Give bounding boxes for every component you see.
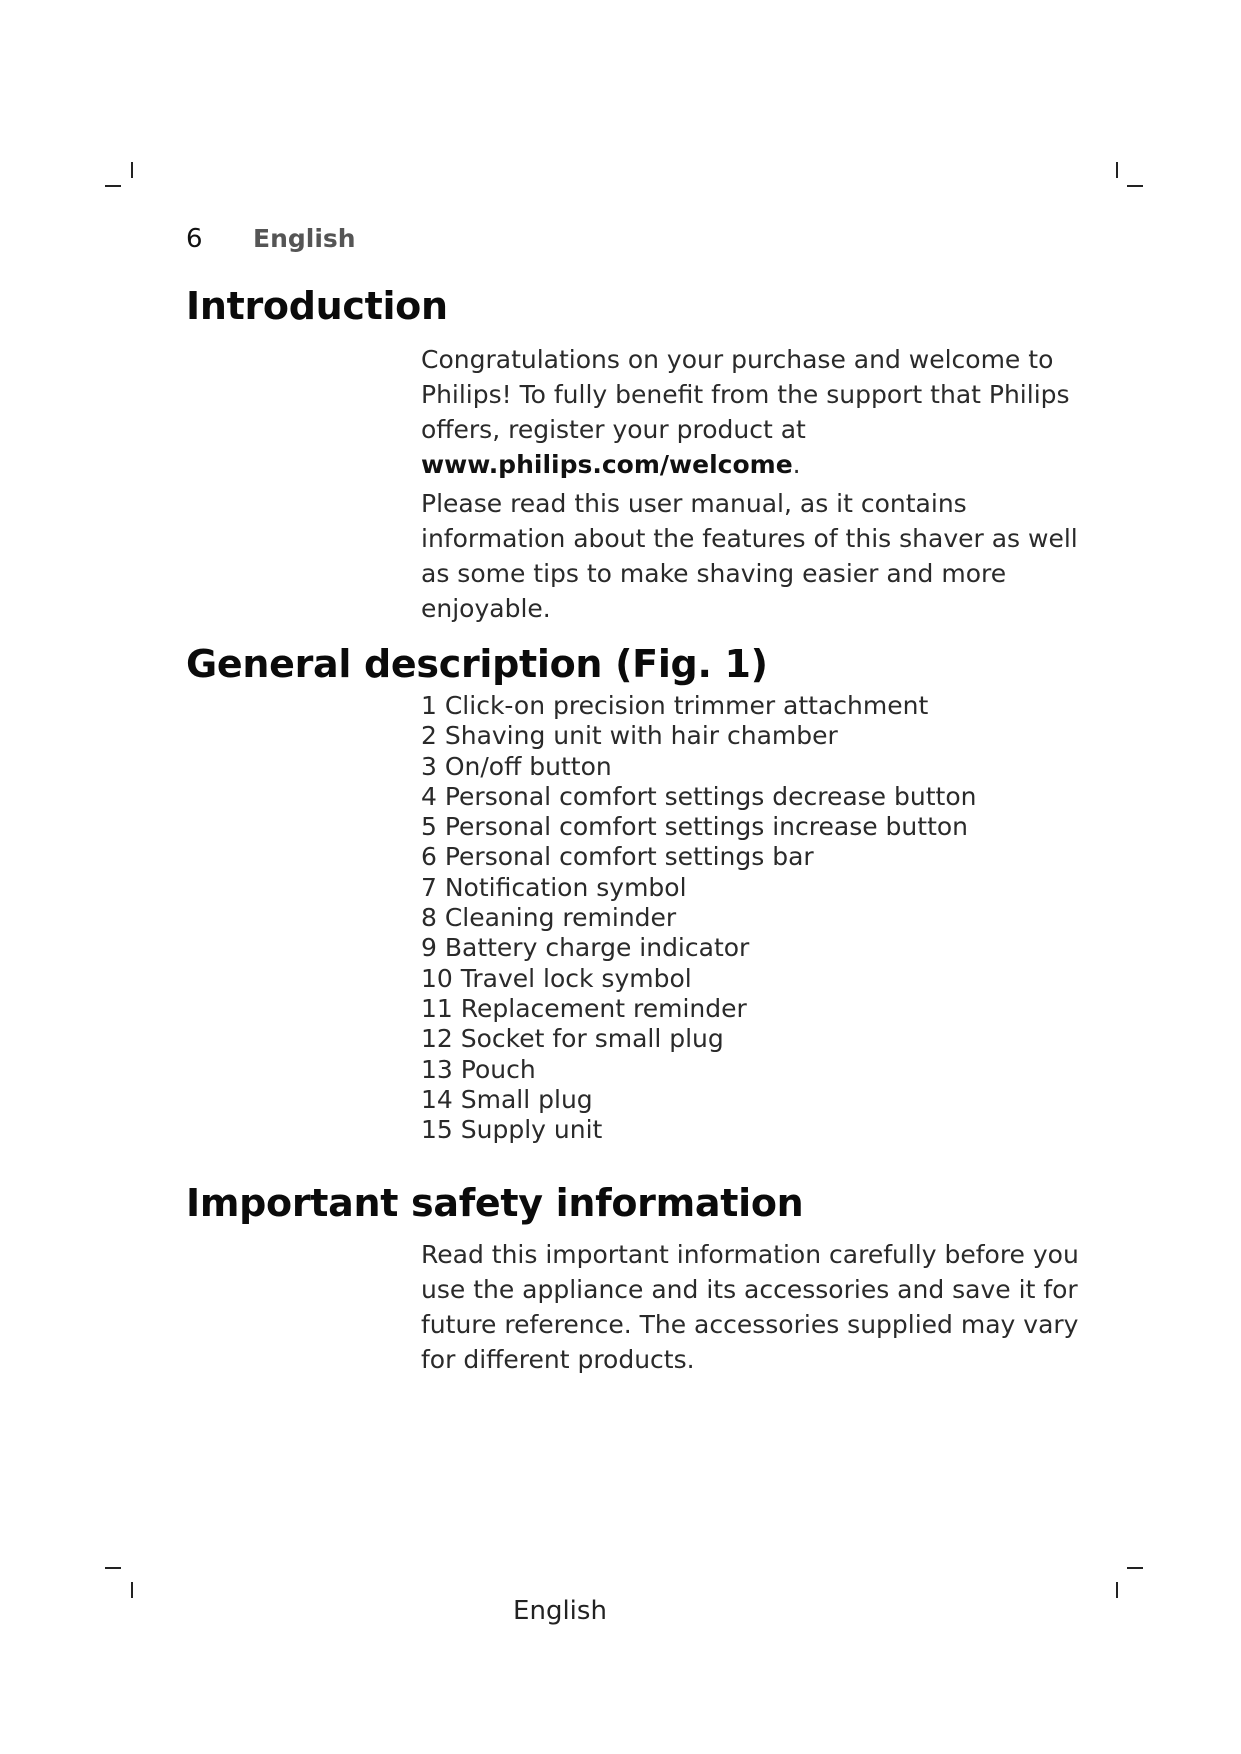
crop-mark-bottom-right-h xyxy=(1127,1567,1143,1569)
list-item: 14 Small plug xyxy=(421,1084,593,1114)
crop-mark-top-left-v xyxy=(131,162,133,178)
introduction-paragraph-2: Please read this user manual, as it contains information about the features of this shaver as well as some tips to make shaving easier and more enjoyable. xyxy=(421,489,1078,623)
list-item: 12 Socket for small plug xyxy=(421,1024,724,1054)
list-item: 15 Supply unit xyxy=(421,1115,603,1145)
list-item: 4 Personal comfort settings decrease button xyxy=(421,781,977,811)
introduction-heading: Introduction xyxy=(186,284,448,328)
list-item: 9 Battery charge indicator xyxy=(421,933,750,963)
general-description-body xyxy=(421,691,1081,1145)
parts-list xyxy=(421,691,1081,1145)
list-item: 2 Shaving unit with hair chamber xyxy=(421,721,838,751)
footer-language: English xyxy=(513,1596,607,1626)
introduction-period: . xyxy=(792,450,801,479)
list-item: 10 Travel lock symbol xyxy=(421,963,692,993)
list-item: 8 Cleaning reminder xyxy=(421,903,677,933)
running-header xyxy=(186,224,356,258)
page-number: 6 xyxy=(186,224,203,254)
introduction-paragraph-1 xyxy=(421,342,1081,482)
safety-paragraph: Read this important information carefully before you use the appliance and its accessories and save it for future reference. The accessories supplied may vary for different products. xyxy=(421,1240,1079,1374)
list-item: 13 Pouch xyxy=(421,1054,536,1084)
crop-mark-bottom-left-h xyxy=(105,1567,121,1569)
general-description-heading: General description (Fig. 1) xyxy=(186,642,768,686)
introduction-text: Congratulations on your purchase and welcome to Philips! To fully benefit from the support that Philips offers, register your product at xyxy=(421,345,1070,444)
list-item: 3 On/off button xyxy=(421,751,612,781)
list-item: 1 Click-on precision trimmer attachment xyxy=(421,691,929,720)
safety-heading: Important safety information xyxy=(186,1181,804,1225)
header-language: English xyxy=(253,224,356,253)
crop-mark-top-left-h xyxy=(105,185,121,187)
list-item: 11 Replacement reminder xyxy=(421,993,747,1023)
list-item: 5 Personal comfort settings increase button xyxy=(421,812,969,842)
introduction-body xyxy=(421,342,1081,626)
crop-mark-top-right-h xyxy=(1127,185,1143,187)
safety-body xyxy=(421,1237,1081,1377)
welcome-url: www.philips.com/welcome xyxy=(421,450,793,479)
crop-mark-top-right-v xyxy=(1116,162,1118,178)
list-item: 6 Personal comfort settings bar xyxy=(421,842,814,872)
list-item: 7 Notification symbol xyxy=(421,872,687,902)
